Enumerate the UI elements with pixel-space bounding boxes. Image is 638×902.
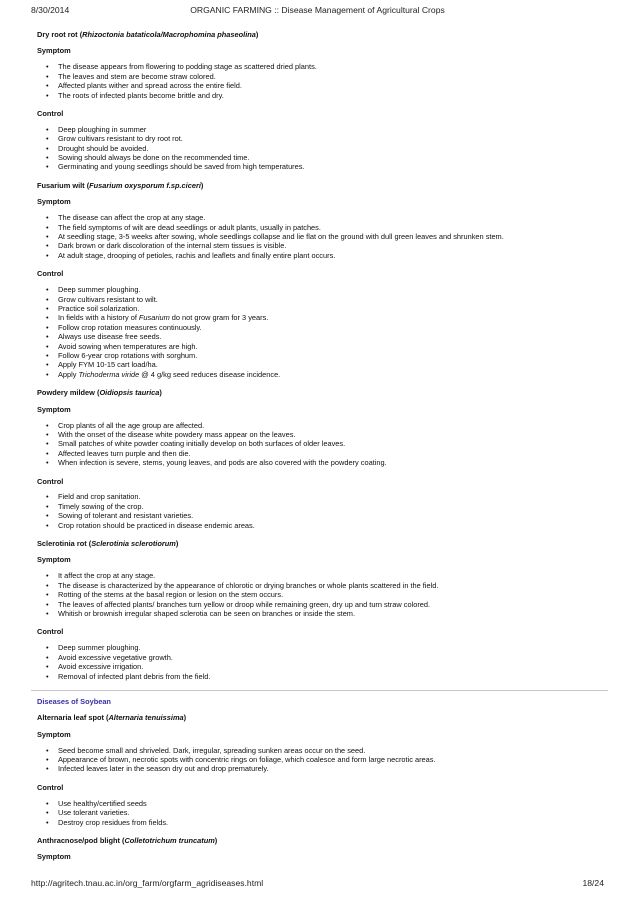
symptom-item: • Infected leaves later in the season dry out and drop prematurely. [46, 764, 269, 774]
control-item: • Field and crop sanitation. [46, 492, 141, 502]
control-item: • Avoid sowing when temperatures are high. [46, 341, 198, 351]
bullet: • [46, 222, 49, 232]
symptom-item: • Affected leaves turn purple and then die. [46, 448, 191, 458]
symptom-item: • The disease is characterized by the appearance of chlorotic or drying branches or whole plants scattered in the field. [46, 580, 439, 590]
disease-heading [37, 539, 608, 548]
bullet: • [46, 90, 49, 100]
print-title: ORGANIC FARMING :: Disease Management of Agricultural Crops [190, 5, 445, 15]
bullet: • [46, 492, 49, 502]
symptom-item: • The leaves and stem are become straw colored. [46, 71, 216, 81]
bullet: • [46, 764, 49, 774]
pathogen-name: Oidiopsis taurica [99, 388, 160, 398]
symptom-label: Symptom [37, 46, 71, 56]
bullet: • [46, 369, 49, 379]
bullet: • [46, 153, 49, 163]
bullet: • [46, 817, 49, 827]
control-list [37, 799, 608, 827]
control-item: • Destroy crop residues from fields. [46, 817, 169, 827]
control-item: • Avoid excessive irrigation. [46, 662, 144, 672]
pathogen-name: Fusarium oxysporum f.sp.ciceri [89, 180, 201, 190]
heading-close: ) [255, 30, 259, 39]
bullet: • [46, 143, 49, 153]
bullet: • [46, 662, 49, 672]
disease-heading [37, 181, 608, 190]
control-item: • Crop rotation should be practiced in disease endemic areas. [46, 520, 255, 530]
heading-close: ) [183, 713, 187, 723]
control-item: • Avoid excessive vegetative growth. [46, 652, 173, 662]
control-item: • Deep ploughing in summer [46, 124, 147, 134]
control-item: • Always use disease free seeds. [46, 332, 162, 342]
print-date: 8/30/2014 [31, 5, 70, 15]
pathogen-name: Rhizoctonia bataticola/Macrophomina phaseolina [82, 30, 256, 39]
symptom-label: Symptom [37, 555, 71, 565]
bullet: • [46, 360, 49, 370]
symptom-list [37, 746, 608, 774]
bullet: • [46, 350, 49, 360]
disease-name: Powdery mildew ( [37, 388, 100, 398]
bullet: • [46, 458, 49, 468]
bullet: • [46, 501, 49, 511]
bullet: • [46, 124, 49, 134]
symptom-list [37, 421, 608, 468]
bullet: • [46, 511, 49, 521]
control-item: • Removal of infected plant debris from the field. [46, 671, 211, 681]
control-item: • Grow cultivars resistant to wilt. [46, 294, 158, 304]
control-item: • Follow 6-year crop rotations with sorghum. [46, 350, 198, 360]
disease-heading [37, 713, 608, 722]
bullet: • [46, 755, 49, 765]
disease-name: Dry root rot ( [37, 30, 83, 39]
bullet: • [46, 745, 49, 755]
symptom-label: Symptom [37, 852, 71, 862]
disease-name: Sclerotinia rot ( [37, 539, 92, 549]
symptom-item: • Rotting of the stems at the basal region or lesion on the stem occurs. [46, 590, 284, 600]
control-item: • Timely sowing of the crop. [46, 501, 144, 511]
bullet: • [46, 599, 49, 609]
symptom-item: • The roots of infected plants become brittle and dry. [46, 90, 224, 100]
symptom-item: • With the onset of the disease white powdery mass appear on the leaves. [46, 429, 296, 439]
control-item: • Sowing of tolerant and resistant varieties. [46, 511, 194, 521]
page-number: 18/24 [582, 878, 604, 888]
symptom-item: • Crop plants of all the age group are affected. [46, 420, 205, 430]
symptom-item: • When infection is severe, stems, young leaves, and pods are also covered with the powdery coating. [46, 458, 387, 468]
bullet: • [46, 232, 49, 241]
bullet: • [46, 520, 49, 530]
heading-close: ) [200, 180, 204, 190]
bullet: • [46, 241, 49, 251]
bullet: • [46, 81, 49, 91]
bullet: • [46, 213, 49, 223]
heading-close: ) [159, 388, 162, 398]
symptom-list [37, 213, 608, 260]
symptom-list [37, 571, 608, 618]
symptom-item: • Small patches of white powder coating initially develop on both surfaces of older leaves. [46, 439, 346, 449]
bullet: • [46, 341, 49, 351]
bullet: • [46, 580, 49, 590]
disease-name: Alternaria leaf spot ( [37, 713, 109, 723]
control-item: • Use healthy/certified seeds [46, 798, 147, 808]
bullet: • [46, 590, 49, 600]
symptom-label: Symptom [37, 404, 71, 414]
symptom-item: • The field symptoms of wilt are dead seedlings or adult plants, usually in patches. [46, 222, 321, 232]
bullet: • [46, 448, 49, 458]
control-item: • Practice soil solarization. [46, 303, 140, 313]
symptom-item: • Affected plants wither and spread across the entire field. [46, 81, 242, 91]
control-label: Control [37, 476, 64, 486]
bullet: • [46, 294, 49, 304]
control-item: • In fields with a history of Fusarium do not grow gram for 3 years. [46, 313, 269, 323]
pathogen-name: Colletotrichum truncatum [124, 836, 215, 845]
print-header [31, 5, 604, 17]
bullet: • [46, 313, 49, 323]
section-divider [31, 690, 608, 691]
symptom-list [37, 62, 608, 100]
disease-heading [37, 30, 608, 39]
control-item: • Use tolerant varieties. [46, 808, 130, 818]
disease-name: Anthracnose/pod blight ( [37, 836, 125, 845]
symptom-item: • The disease can affect the crop at any stage. [46, 213, 206, 223]
bullet: • [46, 798, 49, 808]
control-item: • Deep summer ploughing. [46, 643, 141, 653]
bullet: • [46, 671, 49, 681]
bullet: • [46, 609, 49, 618]
bullet: • [46, 643, 49, 653]
page-content [37, 30, 608, 868]
control-item: • Drought should be avoided. [46, 143, 149, 153]
heading-close: ) [214, 836, 218, 845]
bullet: • [46, 332, 49, 342]
bullet: • [46, 429, 49, 439]
symptom-item: • It affect the crop at any stage. [46, 571, 156, 581]
symptom-item: • The leaves of affected plants/ branches turn yellow or droop while remaining green, dry up and turn straw colored. [46, 599, 431, 609]
bullet: • [46, 62, 49, 72]
bullet: • [46, 250, 49, 260]
bullet: • [46, 808, 49, 818]
disease-heading [37, 388, 608, 397]
disease-heading [37, 836, 608, 845]
control-item: • Apply FYM 10-15 cart load/ha. [46, 360, 158, 370]
print-footer [31, 878, 604, 890]
pathogen-name: Alternaria tenuissima [108, 713, 184, 723]
control-item: • Apply Trichoderma viride @ 4 g/kg seed reduces disease incidence. [46, 369, 281, 379]
symptom-item: • At adult stage, drooping of petioles, rachis and leaflets and finally entire plant occurs. [46, 250, 336, 260]
symptom-item: • Seed become small and shriveled. Dark, irregular, spreading sunken areas occur on the seed. [46, 745, 366, 755]
control-item: • Deep summer ploughing. [46, 285, 141, 295]
symptom-item: • At seedling stage, 3-5 weeks after sowing, whole seedlings collapse and lie flat on the ground with dull green leaves and shrunken stem. [46, 232, 504, 241]
control-label: Control [37, 108, 64, 118]
disease-name: Fusarium wilt ( [37, 180, 90, 190]
control-label: Control [37, 782, 64, 792]
bullet: • [46, 71, 49, 81]
symptom-item: • Appearance of brown, necrotic spots with concentric rings on foliage, which coalesce and form large necrotic areas. [46, 755, 436, 765]
control-item: • Germinating and young seedlings should be saved from high temperatures. [46, 162, 305, 172]
bullet: • [46, 162, 49, 172]
symptom-item: • Dark brown or dark discoloration of the internal stem tissues is visible. [46, 241, 287, 251]
bullet: • [46, 571, 49, 581]
bullet: • [46, 652, 49, 662]
control-list [37, 125, 608, 172]
pathogen-name: Sclerotinia sclerotiorum [91, 539, 176, 549]
control-item: • Follow crop rotation measures continuously. [46, 322, 202, 332]
symptom-label: Symptom [37, 729, 71, 739]
bullet: • [46, 322, 49, 332]
bullet: • [46, 134, 49, 144]
control-label: Control [37, 627, 64, 637]
control-item: • Grow cultivars resistant to dry root rot. [46, 134, 183, 144]
symptom-label: Symptom [37, 197, 71, 207]
control-list [37, 643, 608, 681]
heading-close: ) [175, 539, 179, 549]
control-label: Control [37, 269, 64, 279]
control-item: • Sowing should always be done on the recommended time. [46, 153, 250, 163]
symptom-item: • The disease appears from flowering to podding stage as scattered dried plants. [46, 62, 317, 72]
page-url: http://agritech.tnau.ac.in/org_farm/orgfarm_agridiseases.html [31, 878, 264, 888]
bullet: • [46, 439, 49, 449]
bullet: • [46, 420, 49, 430]
control-list [37, 492, 608, 530]
bullet: • [46, 303, 49, 313]
section-title-link[interactable]: Diseases of Soybean [37, 696, 111, 706]
symptom-item: • Whitish or brownish irregular shaped sclerotia can be seen on branches or inside the stem. [46, 609, 356, 618]
control-list [37, 285, 608, 379]
bullet: • [46, 285, 49, 295]
